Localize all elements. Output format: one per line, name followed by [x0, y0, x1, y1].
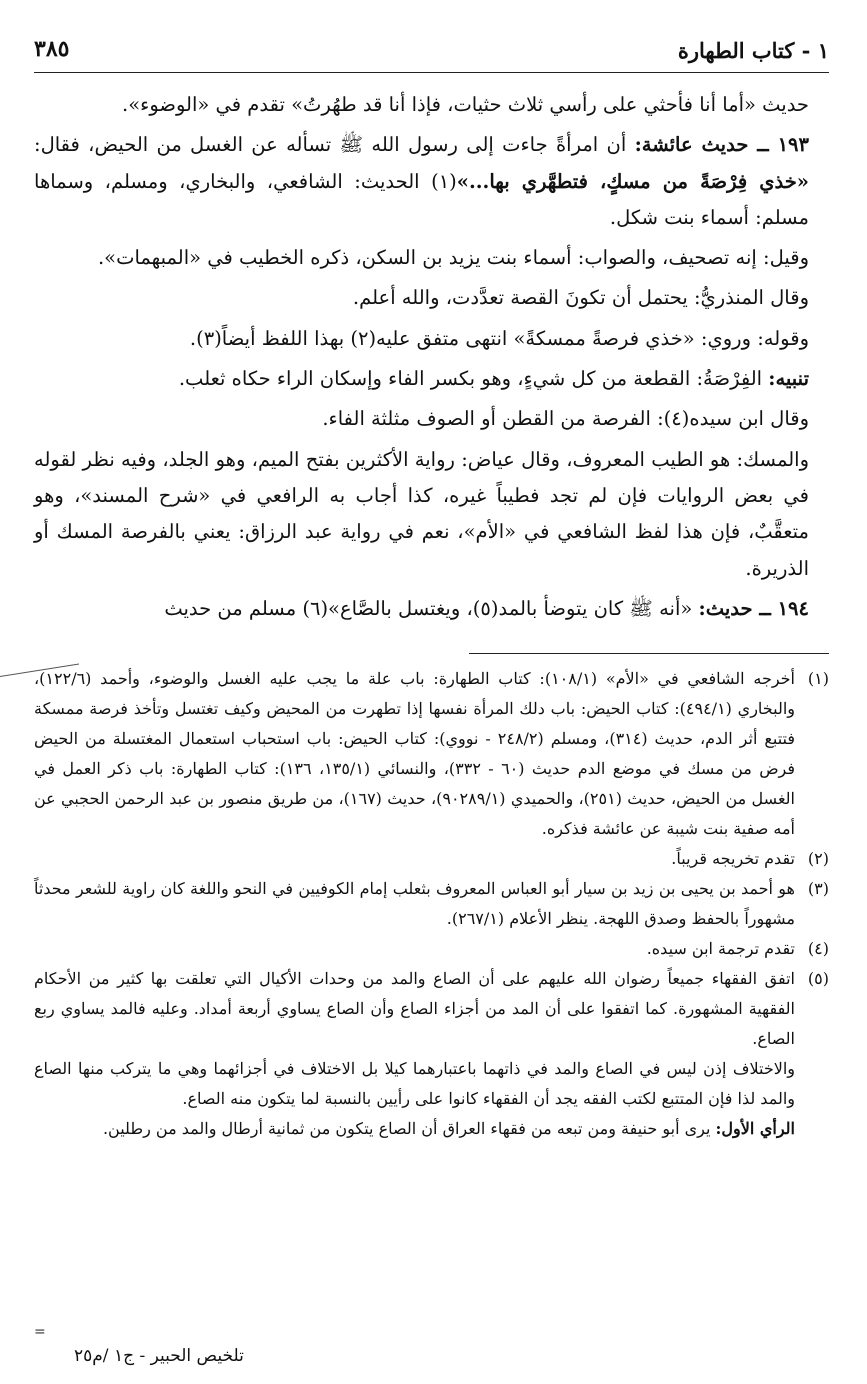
signature-mark: تلخيص الحبير - ج١ /م٢٥	[74, 1346, 244, 1366]
hadith-193-heading: ١٩٣ ــ حديث عائشة:	[634, 133, 809, 157]
footnote-number: (٢)	[807, 849, 829, 869]
paragraph-hadith-194	[34, 591, 829, 627]
footer-mark: =	[34, 1324, 46, 1340]
paragraph-mundhiri: وقال المنذريُّ: يحتمل أن تكونَ القصة تعدَّدت، والله أعلم.	[352, 286, 809, 310]
paragraph-hadith-193	[34, 127, 829, 236]
page-footer	[34, 1324, 829, 1376]
hadith-193-text-a: أن امرأةً جاءت إلى رسول الله ﷺ تسأله عن الغسل من الحيض، فقال:	[34, 133, 635, 157]
footnote-number: (١)	[807, 669, 829, 689]
book-page	[34, 30, 829, 1384]
footnote-text: تقدم ترجمة ابن سيده.	[646, 939, 795, 959]
chapter-title: ١ - كتاب الطهارة	[677, 38, 829, 63]
tanbih-text: الفِرْصَةُ: القطعة من كل شيءٍ، وهو بكسر الفاء وإسكان الراء حكاه ثعلب.	[178, 367, 769, 391]
footnote-3	[34, 874, 829, 934]
footnote-number: (٣)	[807, 879, 829, 899]
paragraph-qawluhu: وقوله: وروي: «خذي فرصةً ممسكةً» انتهى متفق عليه(٢) بهذا اللفظ أيضاً(٣).	[189, 326, 809, 350]
hadith-193-quote: «خذي فِرْصَةً من مسكٍ، فتطهَّري بها...»	[456, 169, 809, 193]
footnote-text: تقدم تخريجه قريباً.	[671, 849, 795, 869]
footnote-5-first-opinion	[34, 1114, 829, 1144]
footnote-text: اتفق الفقهاء جميعاً رضوان الله عليهم على أن الصاع والمد من وحدات الأكيال التي تعلقت بها كثير من الأحكام الفقهية المشهورة. كما اتفقوا على أن المد من أجزاء الصاع وأن الصاع يساوي أربعة أمداد. وعليه فالمد يساوي ربع الصاع.	[34, 969, 795, 1049]
footnote-5	[34, 964, 829, 1054]
paragraph-tanbih	[34, 361, 829, 397]
footnote-number: (٤)	[807, 939, 829, 959]
paragraph-hadith-hathyat: حديث «أما أنا فأحثي على رأسي ثلاث حثيات، فإذا أنا قد طهُرتُ» تقدم في «الوضوء».	[122, 93, 809, 116]
main-text	[34, 87, 829, 627]
hadith-194-text: «أنه ﷺ كان يتوضأ بالمد(٥)، ويغتسل بالصَّاع»(٦) مسلم من حديث	[164, 596, 699, 620]
footnote-number: (٥)	[807, 969, 829, 989]
footnote-5-continuation: والاختلاف إذن ليس في الصاع والمد في ذاتهما باعتبارهما كيلا بل الاختلاف في أجزائهما وهي ما يتركب منها الصاع والمد لذا فإن المتتبع لكتب الفقه يجد أن الفقهاء كانوا على رأيين بالنسبة لما يتكون منه الصاع.	[34, 1059, 795, 1109]
first-opinion-heading: الرأي الأول:	[715, 1119, 795, 1139]
page-number: ٣٨٥	[34, 36, 70, 62]
footnote-4	[34, 934, 829, 964]
footnotes	[34, 664, 829, 1144]
tanbih-heading: تنبيه:	[768, 367, 809, 391]
paragraph-tashif: وقيل: إنه تصحيف، والصواب: أسماء بنت يزيد بن السكن، ذكره الخطيب في «المبهمات».	[97, 246, 809, 270]
paragraph-musk: والمسك: هو الطيب المعروف، وقال عياض: رواية الأكثرين بفتح الميم، وهو الجلد، وفيه نظر لقوله في بعض الروايات فإن لم تجد فطيباً غيره، كذا أجاب به الرافعي في «شرح المسند»، وهو متعقَّبٌ، فإن هذا لفظ الشافعي في «الأم»، نعم في رواية عبد الرزاق: يعني بالفرصة المسك أو الذريرة.	[34, 447, 809, 580]
footnote-text: أخرجه الشافعي في «الأم» (١٠٨/١): كتاب الطهارة: باب علة ما يجب عليه الغسل والوضوء، وأحمد (١٢٢/٦)، والبخاري (٤٩٤/١): كتاب الحيض: باب دلك المرأة نفسها إذا تطهرت من المحيض وكيف تغتسل وتأخذ فرصة ممسكة فتتبع أثر الدم، حديث (٣١٤)، ومسلم (٢٤٨/٢ - نووي): كتاب الحيض: باب استحباب استعمال المغتسلة من الحيض فرض من مسك في موضع الدم حديث (٦٠ - ٣٣٢)، والنسائي (١٣٥/١، ١٣٦): كتاب الطهارة: باب ذكر العمل في الغسل من الحيض، حديث (٢٥١)، والحميدي (٩٠٢٨٩/١)، حديث (١٦٧)، من طريق منصور بن عبد الرحمن الحجبي عن أمه صفية بنت شيبة عن عائشة فذكره.	[34, 669, 796, 839]
hadith-194-heading: ١٩٤ ــ حديث:	[698, 596, 809, 620]
running-head	[34, 30, 829, 73]
paragraph-ibn-sidah: وقال ابن سيده(٤): الفرصة من القطن أو الصوف مثلثة الفاء.	[322, 407, 809, 431]
footnote-text: هو أحمد بن يحيى بن زيد بن سيار أبو العباس المعروف بثعلب إمام الكوفيين في النحو واللغة كان راوية للشعر محدثاً مشهوراً بالحفظ وصدق اللهجة. ينظر الأعلام (٢٦٧/١).	[34, 879, 795, 929]
footnote-1	[34, 664, 829, 844]
hadith-193-text-b: (١) الحديث: الشافعي، والبخاري، ومسلم، وسماها مسلم: أسماء بنت شكل.	[34, 169, 809, 229]
footnote-2	[34, 844, 829, 874]
footnote-separator	[469, 653, 829, 654]
first-opinion-text: يرى أبو حنيفة ومن تبعه من فقهاء العراق أن الصاع يتكون من ثمانية أرطال والمد من رطلين.	[102, 1119, 716, 1139]
